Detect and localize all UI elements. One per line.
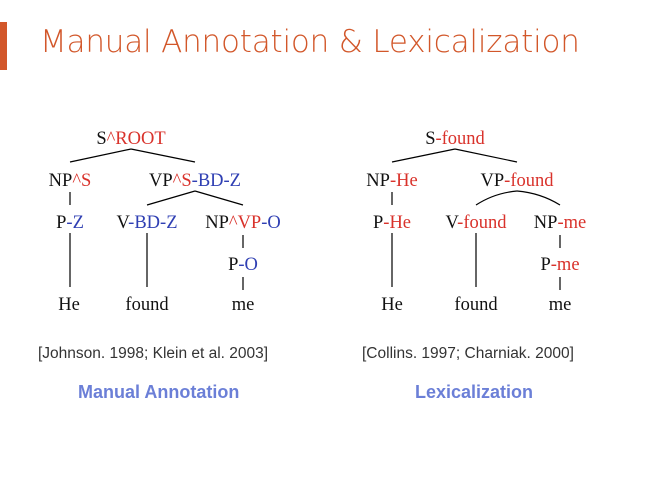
tree-node-p1: P-Z bbox=[56, 213, 84, 233]
citation-lexicalization: [Collins. 1997; Charniak. 2000] bbox=[362, 345, 574, 362]
slide-title: Manual Annotation & Lexicalization bbox=[40, 24, 580, 60]
tree-node-v: V-BD-Z bbox=[116, 213, 178, 233]
tree-node-p1: P-He bbox=[372, 213, 412, 233]
tree-edge bbox=[147, 191, 195, 205]
tree-edge bbox=[195, 191, 243, 205]
tree-node-np: NP-He bbox=[366, 171, 418, 191]
tree-node-w1: He bbox=[58, 295, 80, 315]
tree-node-root: S-found bbox=[425, 129, 485, 149]
tree-node-np: NP^S bbox=[48, 171, 92, 191]
tree-node-p2: P-O bbox=[228, 255, 258, 275]
tree-node-w3: me bbox=[231, 295, 255, 315]
tree-node-w3: me bbox=[548, 295, 572, 315]
tree-edge bbox=[476, 191, 517, 205]
caption-manual-annotation: Manual Annotation bbox=[78, 382, 240, 402]
tree-node-w1: He bbox=[381, 295, 403, 315]
tree-lexicalization bbox=[366, 129, 586, 315]
citation-manual: [Johnson. 1998; Klein et al. 2003] bbox=[38, 345, 269, 362]
tree-node-np2: NP-me bbox=[533, 213, 587, 233]
tree-node-w2: found bbox=[125, 295, 169, 315]
tree-manual bbox=[49, 129, 281, 315]
tree-edge bbox=[70, 149, 131, 162]
tree-edge bbox=[392, 149, 455, 162]
tree-edge bbox=[455, 149, 517, 162]
tree-node-w2: found bbox=[454, 295, 498, 315]
tree-node-vp: VP-found bbox=[480, 171, 554, 191]
tree-node-v: V-found bbox=[445, 213, 507, 233]
tree-edge bbox=[517, 191, 560, 205]
tree-edge bbox=[131, 149, 195, 162]
caption-lexicalization: Lexicalization bbox=[415, 382, 534, 402]
tree-node-p2: P-me bbox=[540, 255, 580, 275]
tree-node-root: S^ROOT bbox=[96, 129, 166, 149]
tree-node-np2: NP^VP-O bbox=[205, 213, 281, 233]
tree-node-vp: VP^S-BD-Z bbox=[149, 171, 241, 191]
